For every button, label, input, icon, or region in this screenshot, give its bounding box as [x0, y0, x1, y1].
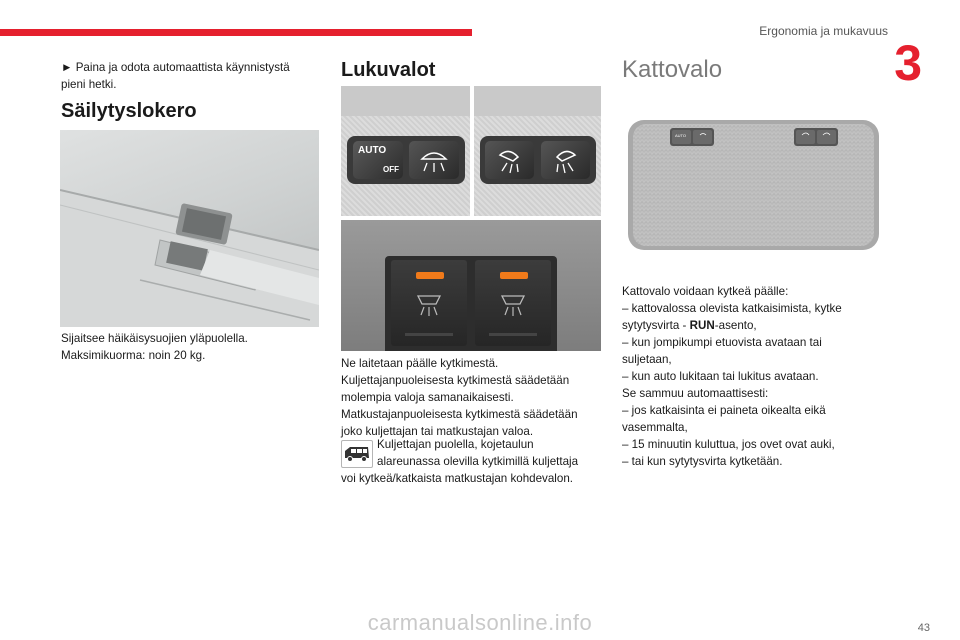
- ceiling-light-text: [622, 283, 892, 470]
- watermark-url: carmanualsonline.info: [367, 610, 593, 635]
- chapter-number: 3: [894, 35, 922, 91]
- text-line: – kun auto lukitaan tai lukitus avataan.: [622, 370, 819, 383]
- reading-light-icon: [409, 141, 459, 179]
- left-spot-button: [485, 141, 534, 179]
- off-label: OFF: [383, 165, 399, 174]
- ceiling-light-illustration: [622, 110, 884, 260]
- reading-lights-heading: Lukuvalot: [341, 59, 436, 81]
- indicator-led: [500, 272, 528, 279]
- reading-light-button: [409, 141, 459, 179]
- text-line-run: [622, 317, 892, 334]
- spotlight-left-icon: [485, 141, 534, 179]
- ceiling-light-heading: Kattovalo: [622, 56, 723, 83]
- caption-line: Sijaitsee häikäisysuojien yläpuolella.: [61, 332, 248, 345]
- dash-switch-left: [391, 260, 467, 346]
- headliner-strip: [474, 86, 601, 116]
- text-line: – kun jompikumpi etuovista avataan tai: [622, 336, 822, 349]
- storage-compartment-image: [60, 130, 319, 327]
- right-spot-button: [541, 141, 590, 179]
- paragraph-line: molempia valoja samanaikaisesti.: [341, 391, 514, 404]
- storage-heading: Säilytyslokero: [61, 100, 197, 122]
- storage-caption: [61, 330, 321, 364]
- text-line: – kattovalossa olevista katkaisimista, kytke: [622, 302, 842, 315]
- van-note-line: voi kytkeä/katkaista matkustajan kohdevalon.: [341, 472, 573, 485]
- run-prefix: sytytysvirta -: [622, 319, 690, 332]
- headliner-strip: [341, 86, 470, 116]
- intro-line: pieni hetki.: [61, 78, 117, 91]
- text-line: Kattovalo voidaan kytkeä päälle:: [622, 285, 789, 298]
- page-number: 43: [917, 622, 930, 634]
- text-line: suljetaan,: [622, 353, 672, 366]
- text-line: – tai kun sytytysvirta kytketään.: [622, 455, 783, 468]
- van-note-line: Kuljettajan puolella, kojetaulun: [377, 438, 534, 451]
- ceiling-light-image: [622, 110, 884, 260]
- van-silhouette: [342, 441, 372, 467]
- dash-switch-right: [475, 260, 551, 346]
- auto-label: AUTO: [358, 145, 387, 156]
- van-note-continued: [341, 470, 603, 487]
- caption-line: Maksimikuorma: noin 20 kg.: [61, 349, 206, 362]
- spotlight-right-icon: [541, 141, 590, 179]
- run-label: RUN: [689, 319, 715, 332]
- intro-line: ► Paina ja odota automaattista käynnistystä: [61, 61, 290, 74]
- svg-text:AUTO: AUTO: [675, 133, 687, 138]
- van-note-indented: [377, 436, 603, 470]
- run-suffix: -asento,: [714, 319, 757, 332]
- van-note-line: alareunassa olevilla kytkimillä kuljettaja: [377, 455, 579, 468]
- paragraph-line: Matkustajanpuoleisesta kytkimestä säädetään: [341, 408, 578, 421]
- storage-compartment-illustration: [60, 130, 319, 327]
- text-line: vasemmalta,: [622, 421, 688, 434]
- paragraph-line: Ne laitetaan päälle kytkimestä.: [341, 357, 499, 370]
- text-line: Se sammuu automaattisesti:: [622, 387, 769, 400]
- van-icon: [341, 440, 373, 468]
- paragraph-line: joko kuljettajan tai matkustajan valoa.: [341, 425, 534, 438]
- text-line: – jos katkaisinta ei paineta oikealta eikä: [622, 404, 826, 417]
- driver-switch-image: [341, 86, 470, 216]
- intro-paragraph: [61, 59, 321, 93]
- reading-lights-paragraph: [341, 355, 603, 440]
- auto-off-button: [353, 141, 403, 179]
- dashboard-switches-image: [341, 220, 601, 351]
- indicator-led: [416, 272, 444, 279]
- section-title: Ergonomia ja mukavuus: [759, 24, 888, 38]
- paragraph-line: Kuljettajanpuoleisesta kytkimestä säädetään: [341, 374, 570, 387]
- text-line: – 15 minuutin kuluttua, jos ovet ovat auki,: [622, 438, 835, 451]
- passenger-switch-image: [474, 86, 601, 216]
- chapter-accent-bar: [0, 29, 472, 36]
